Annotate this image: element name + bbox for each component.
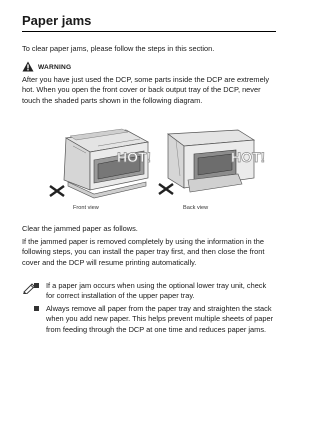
warning-text: After you have just used the DCP, some parts inside the DCP are extremely hot. When you open the front cover or back output tray of the DCP, never touch the shaded parts shown in the following diagram. [22,75,270,105]
clear-body-text: If the jammed paper is removed completely by using the information in the following steps, you can install the paper tray first, and then close the front cover and the DCP will resume printing automatically. [22,237,265,267]
bullet-square-icon [34,283,39,288]
back-view-machine [159,130,265,194]
note-text: Always remove all paper from the paper tray and straighten the stack when you add new paper. This helps prevent multiple sheets of paper from feeding through the DCP at one time and reduces paper jams. [46,304,274,334]
intro-text: To clear paper jams, please follow the steps in this section. [22,44,215,53]
front-view-caption: Front view [73,205,99,211]
front-view-machine [50,129,151,198]
note-item [46,281,276,302]
note-text: If a paper jam occurs when using the optional lower tray unit, check for correct installation of the upper paper tray. [46,281,267,301]
page-title: Paper jams [22,13,92,28]
clear-intro-text: Clear the jammed paper as follows. [22,224,138,233]
hot-label-front: HOT! [117,149,152,165]
warning-icon [22,61,34,72]
warning-label: WARNING [38,64,72,71]
bullet-square-icon [34,306,39,311]
note-item [46,304,276,335]
back-view-caption: Back view [183,205,209,211]
hot-label-back: HOT! [231,149,266,165]
hot-parts-diagram [28,116,278,202]
title-rule [22,31,276,32]
